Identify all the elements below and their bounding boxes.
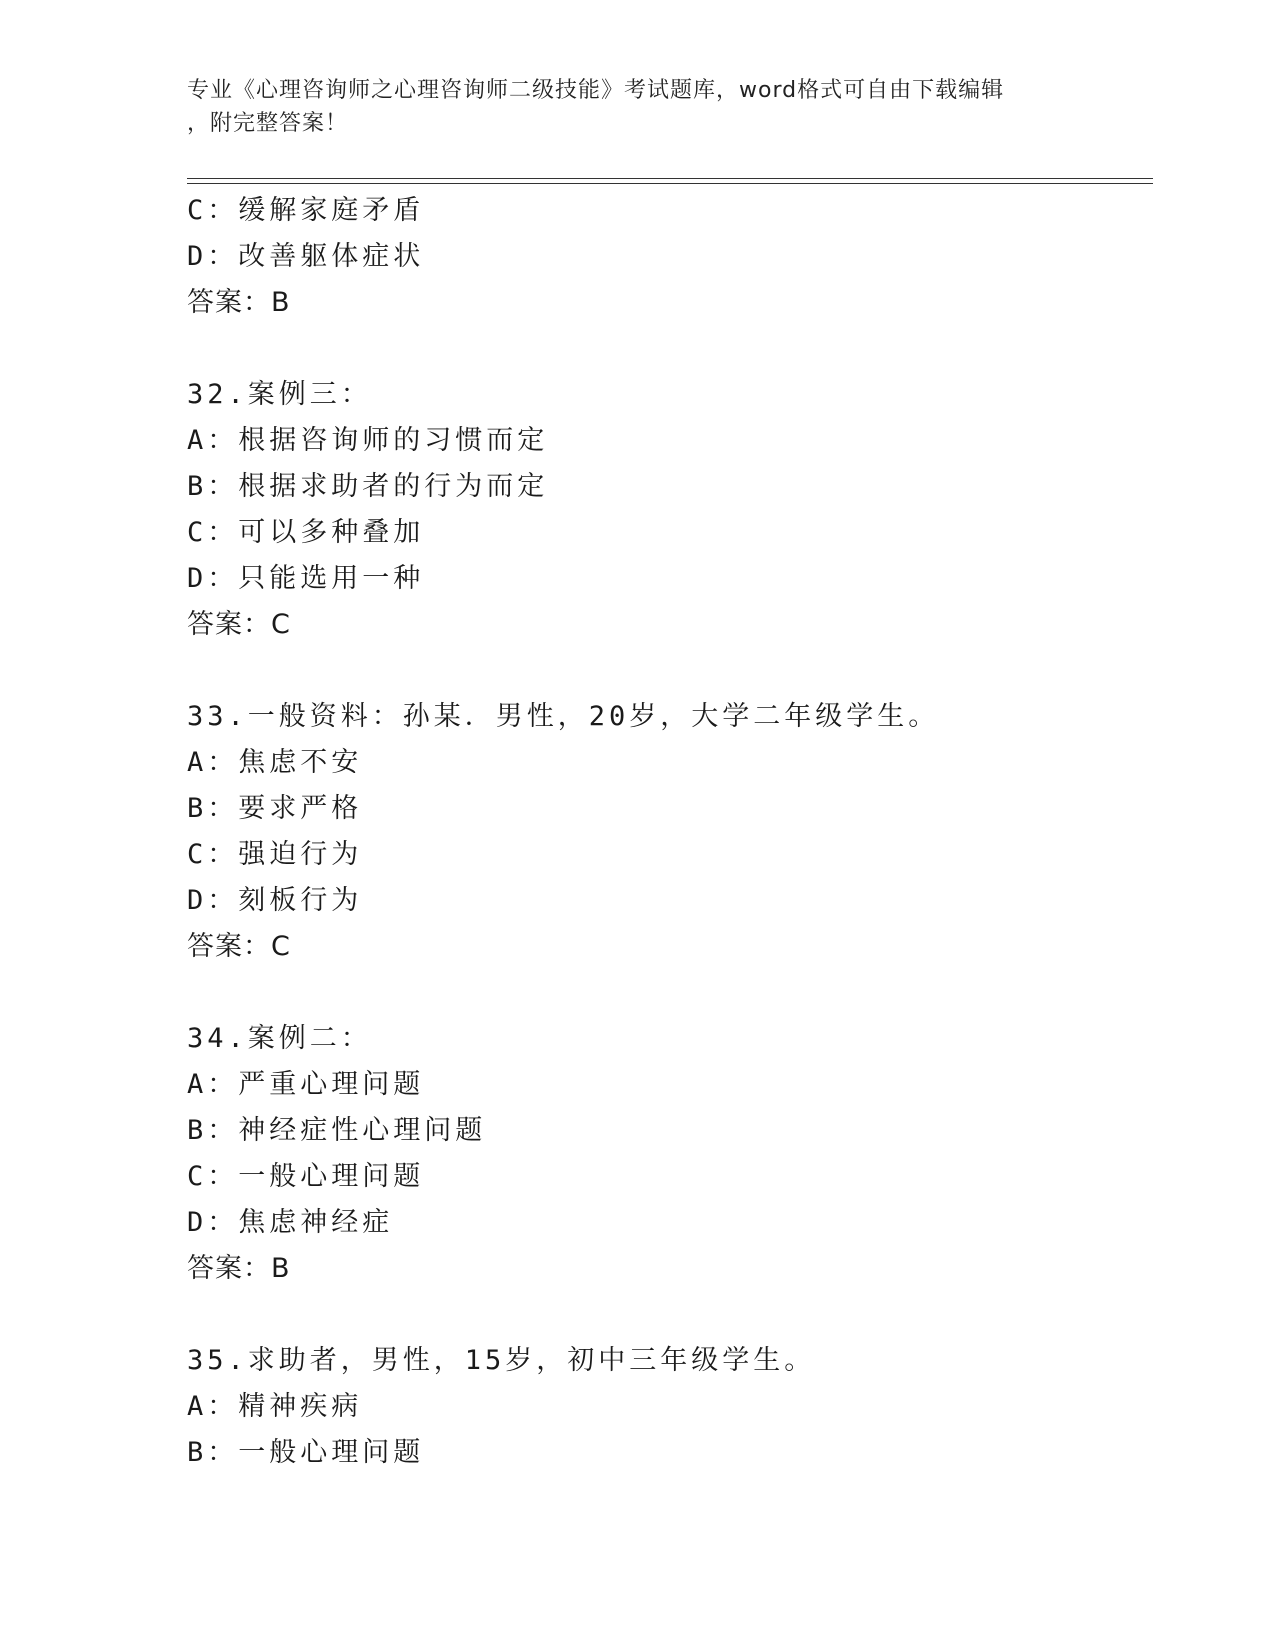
option-d: D：刻板行为 bbox=[187, 885, 363, 916]
option-b: B：根据求助者的行为而定 bbox=[187, 471, 549, 502]
spacer bbox=[187, 648, 1153, 694]
option-d: D：改善躯体症状 bbox=[187, 241, 425, 272]
option-d: D：焦虑神经症 bbox=[187, 1207, 394, 1238]
answer: 答案：C bbox=[187, 609, 291, 640]
answer: 答案：B bbox=[187, 1253, 291, 1284]
option-c: C：缓解家庭矛盾 bbox=[187, 195, 425, 226]
option-b: B：一般心理问题 bbox=[187, 1437, 425, 1468]
option-a: A：根据咨询师的习惯而定 bbox=[187, 425, 549, 456]
header-line-2: ，附完整答案！ bbox=[187, 111, 349, 136]
question-list bbox=[187, 188, 1153, 1476]
spacer bbox=[187, 1292, 1153, 1338]
question-32 bbox=[187, 372, 1153, 648]
question-34 bbox=[187, 1016, 1153, 1292]
answer: 答案：C bbox=[187, 931, 291, 962]
option-d: D：只能选用一种 bbox=[187, 563, 425, 594]
header-divider-top bbox=[187, 178, 1153, 179]
option-a: A：严重心理问题 bbox=[187, 1069, 425, 1100]
option-b: B：神经症性心理问题 bbox=[187, 1115, 487, 1146]
option-c: C：强迫行为 bbox=[187, 839, 363, 870]
option-c: C：可以多种叠加 bbox=[187, 517, 425, 548]
option-a: A：焦虑不安 bbox=[187, 747, 363, 778]
question-31-tail bbox=[187, 188, 1153, 326]
question-stem: 32.案例三： bbox=[187, 379, 372, 410]
question-stem: 34.案例二： bbox=[187, 1023, 372, 1054]
question-stem: 33.一般资料：孙某．男性，20岁，大学二年级学生。 bbox=[187, 701, 940, 732]
question-stem: 35.求助者，男性，15岁，初中三年级学生。 bbox=[187, 1345, 816, 1376]
header-line-1: 专业《心理咨询师之心理咨询师二级技能》考试题库，word格式可自由下载编辑 bbox=[187, 78, 1005, 103]
option-a: A：精神疾病 bbox=[187, 1391, 363, 1422]
header-divider-bottom bbox=[187, 183, 1153, 184]
option-c: C：一般心理问题 bbox=[187, 1161, 425, 1192]
spacer bbox=[187, 326, 1153, 372]
spacer bbox=[187, 970, 1153, 1016]
question-33 bbox=[187, 694, 1153, 970]
option-b: B：要求严格 bbox=[187, 793, 363, 824]
document-header bbox=[187, 74, 1087, 140]
question-35 bbox=[187, 1338, 1153, 1476]
answer: 答案：B bbox=[187, 287, 291, 318]
